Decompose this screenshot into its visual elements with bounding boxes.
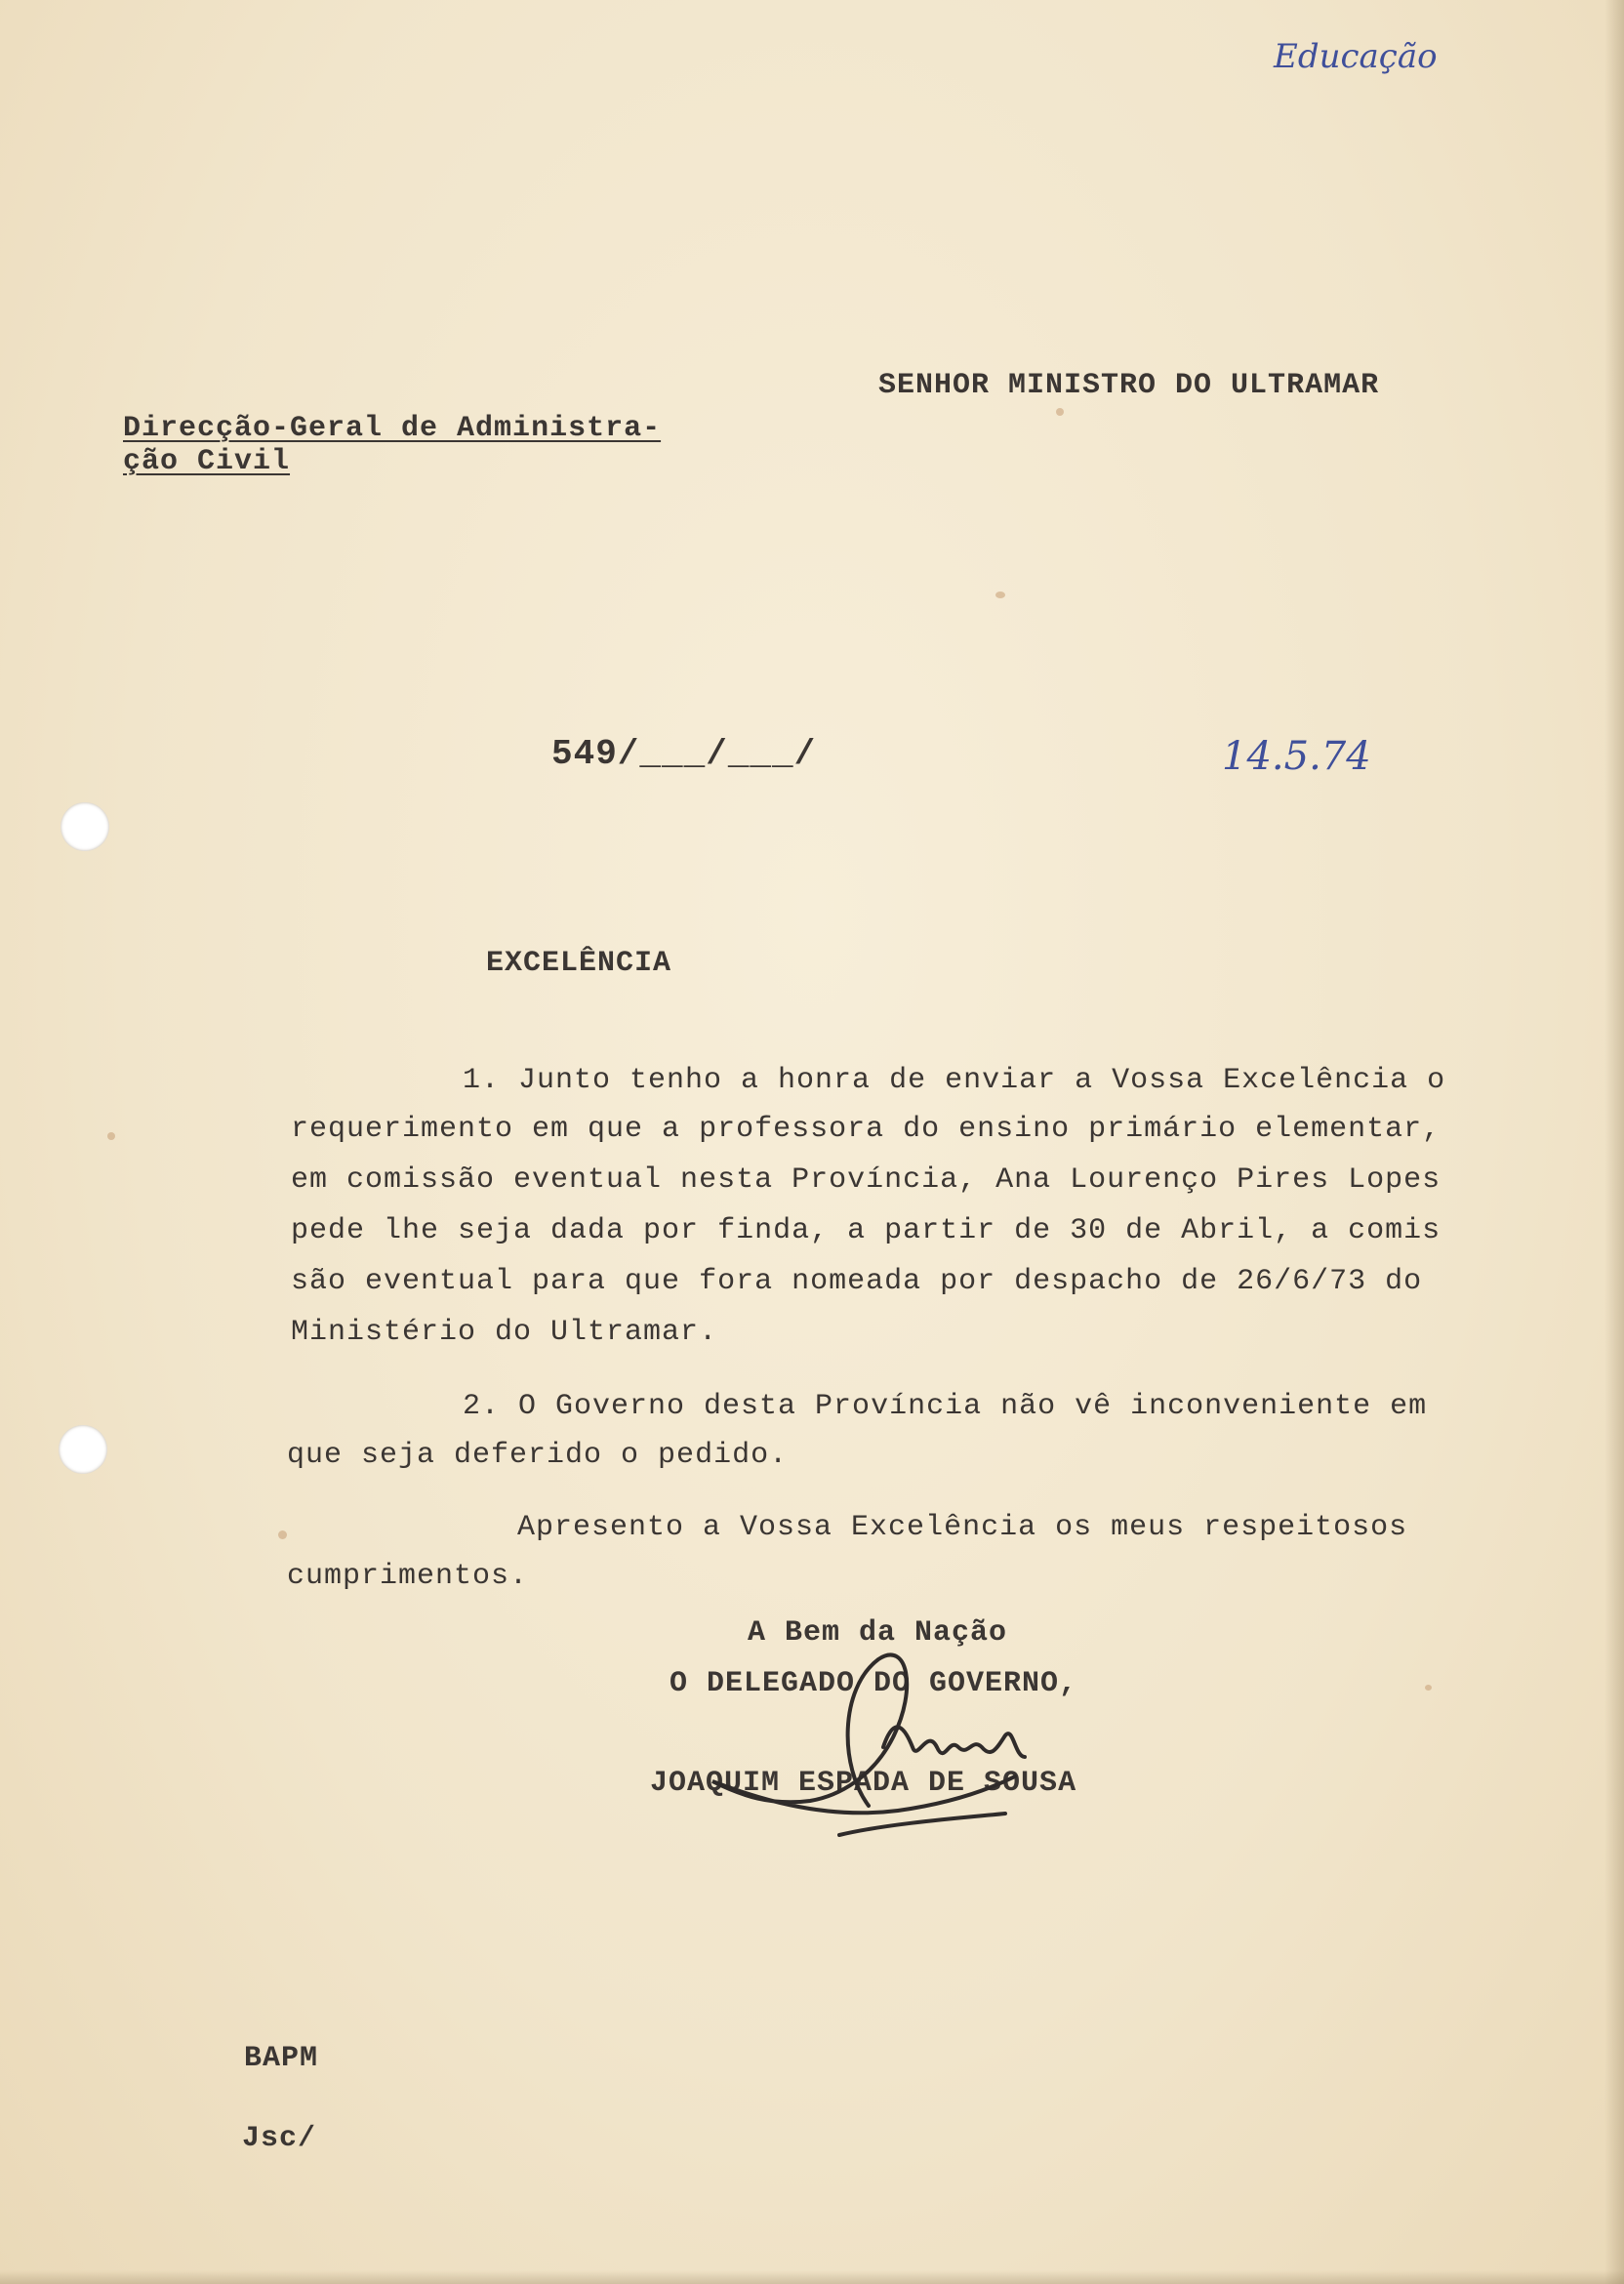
- stain-speck: [278, 1530, 287, 1539]
- handwritten-date: 14.5.74: [1222, 734, 1371, 779]
- salutation: EXCELÊNCIA: [486, 947, 672, 980]
- paragraph-2-line: que seja deferido o pedido.: [287, 1439, 789, 1472]
- signature-motto: A Bem da Nação: [748, 1616, 1008, 1650]
- paragraph-1-line: são eventual para que fora nomeada por despacho de 26/6/73 do: [291, 1265, 1423, 1298]
- footer-initials: Jsc/: [242, 2122, 317, 2155]
- recipient-heading: SENHOR MINISTRO DO ULTRAMAR: [878, 369, 1380, 402]
- handwritten-annotation: Educação: [1274, 37, 1438, 76]
- signature-title: O DELEGADO DO GOVERNO,: [670, 1667, 1078, 1700]
- paragraph-2-line: 2. O Governo desta Província não vê inconveniente em: [463, 1390, 1428, 1423]
- page-edge-shadow-bottom: [0, 2270, 1624, 2284]
- closing-line: cumprimentos.: [287, 1560, 529, 1593]
- paragraph-1-line: 1. Junto tenho a honra de enviar a Vossa Excelência o: [463, 1064, 1446, 1097]
- paragraph-1-line: requerimento em que a professora do ensino primário elementar,: [291, 1113, 1441, 1146]
- paragraph-1-line: pede lhe seja dada por finda, a partir de 30 de Abril, a comis: [291, 1214, 1441, 1247]
- footer-code: BAPM: [244, 2042, 319, 2075]
- punch-hole-top: [61, 802, 109, 851]
- handwritten-signature: [693, 1601, 1103, 1855]
- page-edge-shadow-right: [1604, 0, 1624, 2284]
- stain-speck: [1425, 1685, 1432, 1691]
- department-line-1: Direcção-Geral de Administra-: [123, 412, 662, 445]
- stain-speck: [995, 591, 1005, 598]
- stain-speck: [107, 1132, 115, 1140]
- punch-hole-bottom: [59, 1425, 107, 1474]
- department-line-2: ção Civil: [123, 445, 291, 478]
- signature-name: JOAQUIM ESPADA DE SOUSA: [650, 1767, 1077, 1800]
- reference-number: 549/___/___/: [551, 734, 817, 774]
- paragraph-1-line: em comissão eventual nesta Província, Ana Lourenço Pires Lopes: [291, 1163, 1441, 1197]
- paragraph-1-line: Ministério do Ultramar.: [291, 1316, 718, 1349]
- closing-line: Apresento a Vossa Excelência os meus respeitosos: [517, 1511, 1408, 1544]
- stain-speck: [1056, 408, 1064, 416]
